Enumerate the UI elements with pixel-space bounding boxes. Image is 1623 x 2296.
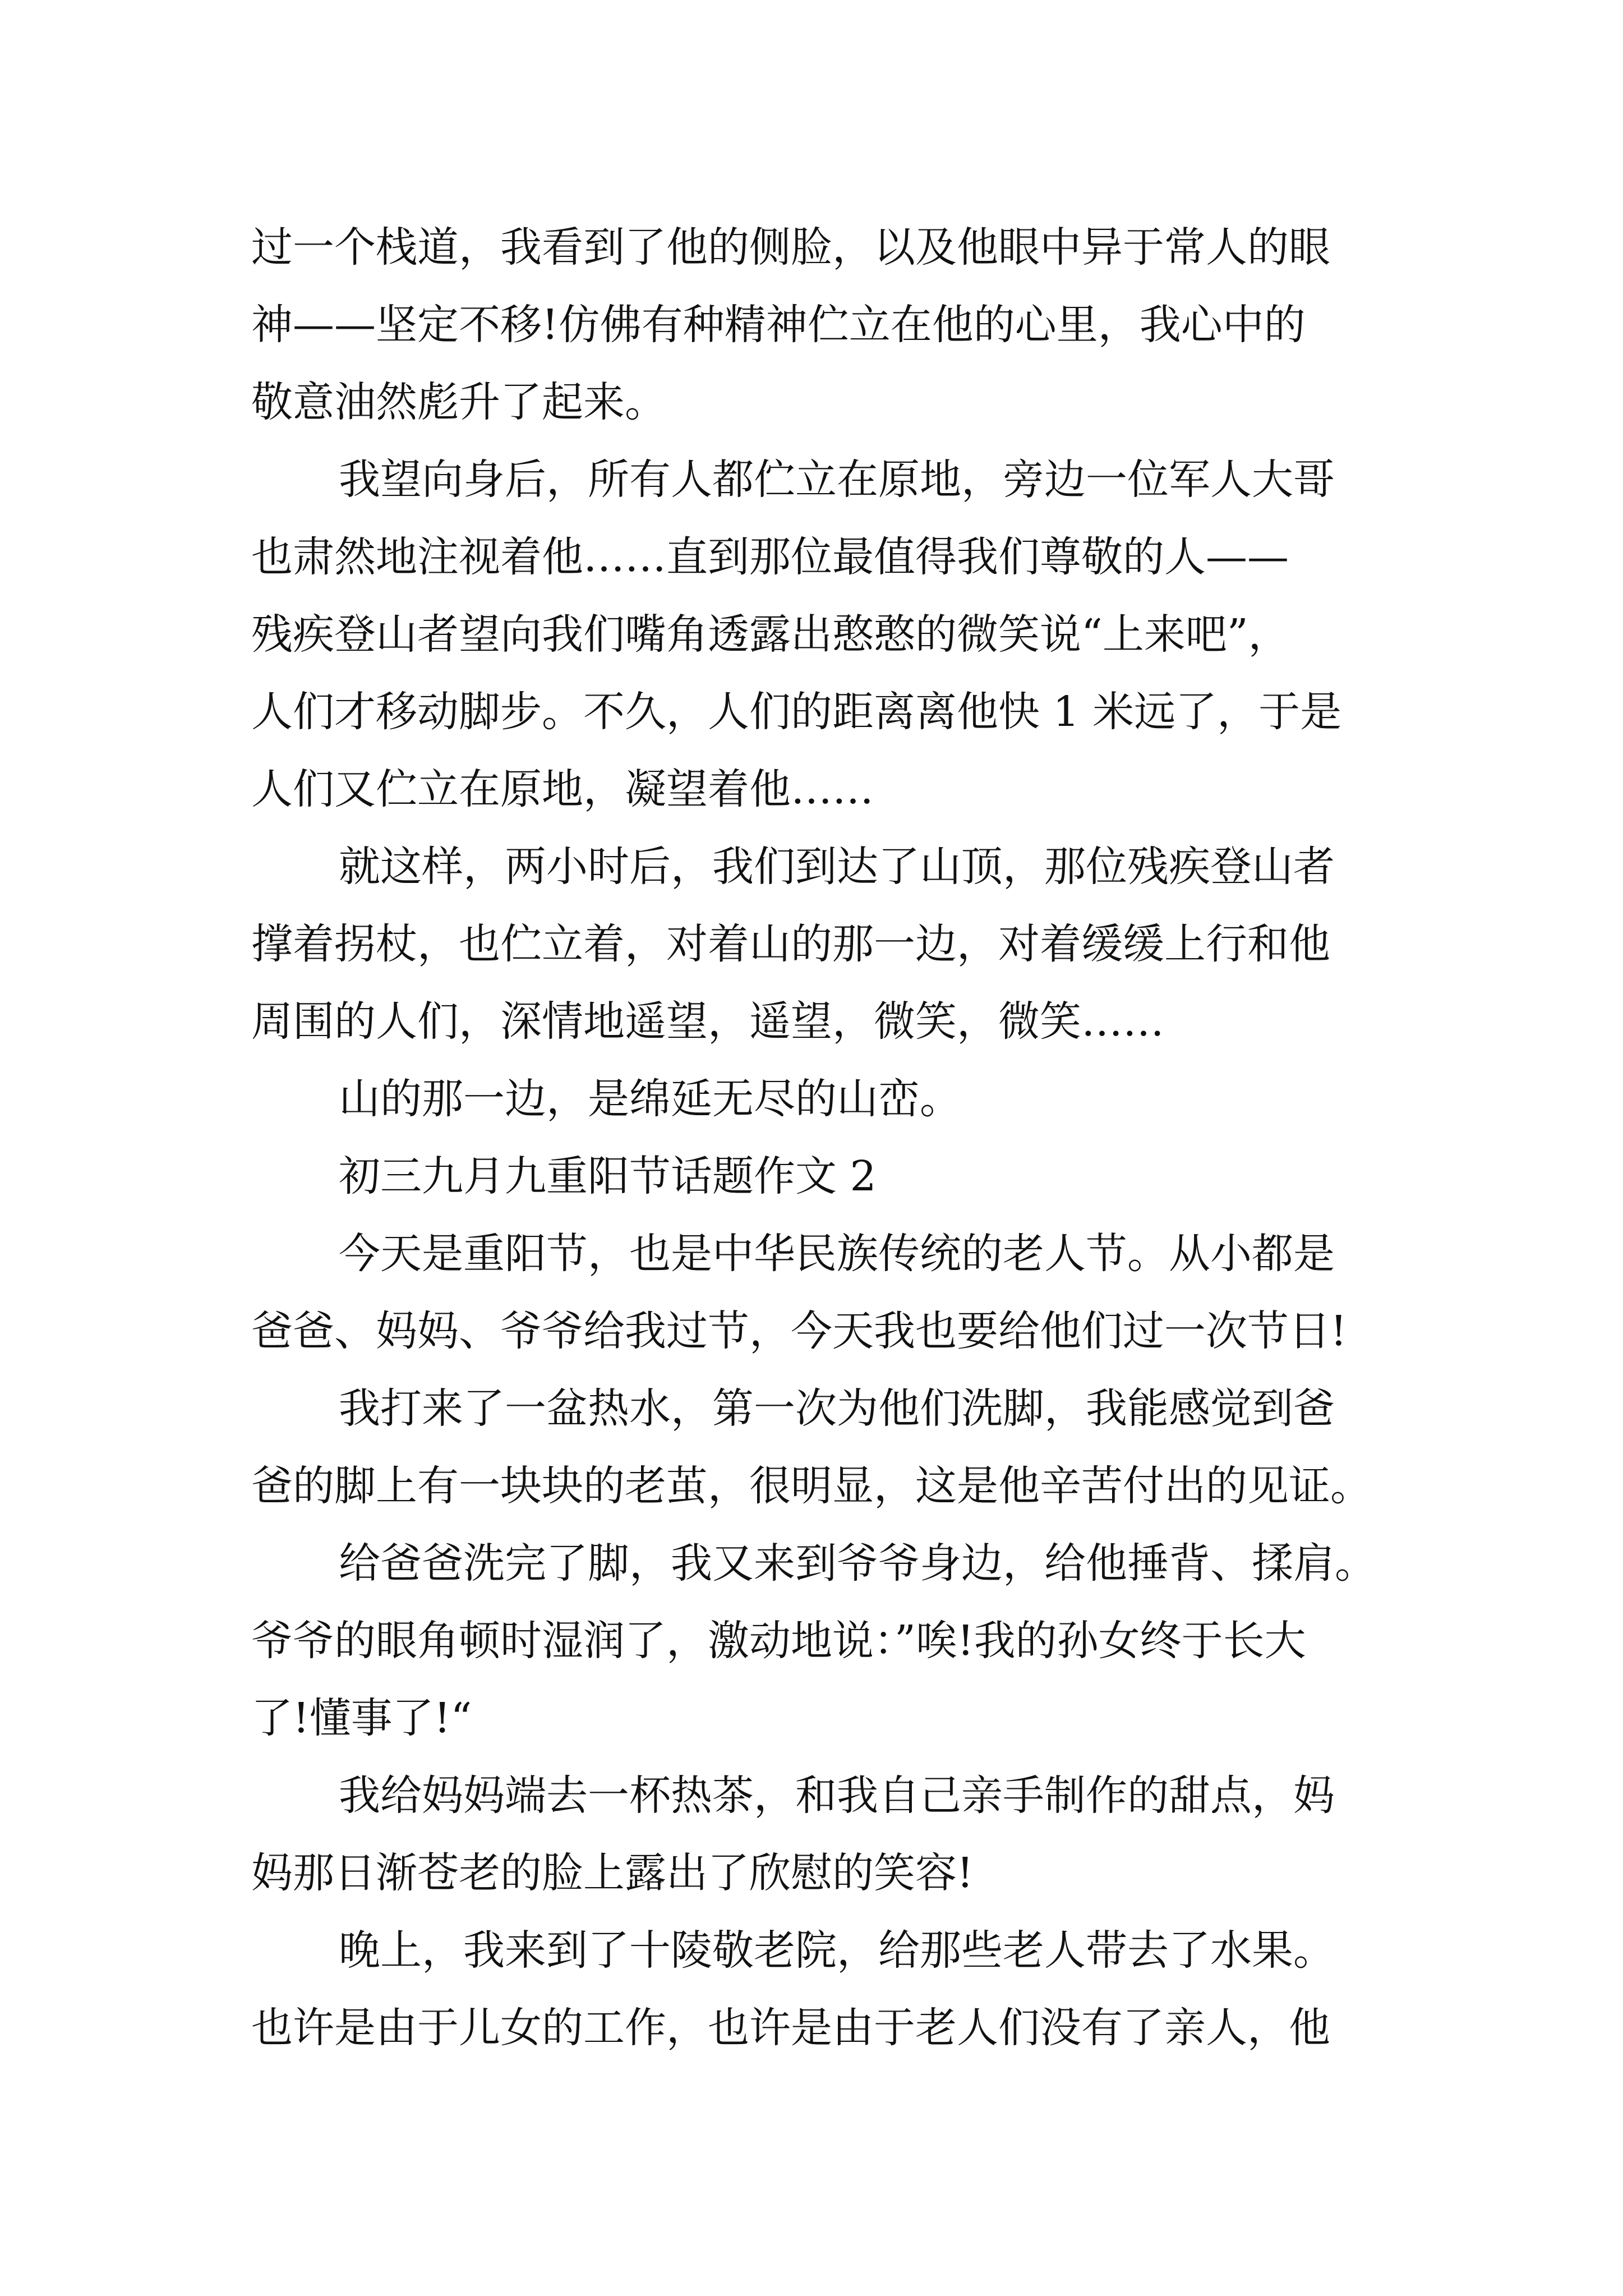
text-line: 就这样，两小时后，我们到达了山顶，那位残疾登山者 (339, 843, 1335, 891)
text-line: 神——坚定不移!仿佛有种精神伫立在他的心里，我心中的 (251, 301, 1306, 349)
text-line: 也许是由于儿女的工作，也许是由于老人们没有了亲人，他 (251, 2004, 1330, 2052)
text-line: 周围的人们，深情地遥望，遥望，微笑，微笑…… (251, 997, 1164, 1046)
text-line: 我给妈妈端去一杯热茶，和我自己亲手制作的甜点，妈 (339, 1772, 1335, 1820)
text-line: 过一个栈道，我看到了他的侧脸，以及他眼中异于常人的眼 (251, 223, 1330, 272)
text-line: 山的那一边，是绵延无尽的山峦。 (339, 1075, 961, 1123)
text-line: 撑着拐杖，也伫立着，对着山的那一边，对着缓缓上行和他 (251, 920, 1330, 968)
text-line: 人们又伫立在原地，凝望着他…… (251, 765, 874, 813)
essay-text (251, 209, 1429, 2067)
text-line: 今天是重阳节，也是中华民族传统的老人节。从小都是 (339, 1230, 1335, 1278)
text-line: 爸爸、妈妈、爷爷给我过节，今天我也要给他们过一次节日! (251, 1307, 1347, 1355)
text-line: 我打来了一盆热水，第一次为他们洗脚，我能感觉到爸 (339, 1384, 1335, 1433)
text-line: 了!懂事了!“ (251, 1694, 472, 1742)
text-line: 爸的脚上有一块块的老茧，很明显，这是他辛苦付出的见证。 (251, 1462, 1372, 1510)
text-line: 妈那日渐苍老的脸上露出了欣慰的笑容! (251, 1849, 974, 1897)
text-line: 残疾登山者望向我们嘴角透露出憨憨的微笑说“上来吧”， (251, 610, 1290, 659)
text-line: 晚上，我来到了十陵敬老院，给那些老人带去了水果。 (339, 1926, 1335, 1975)
text-line: 给爸爸洗完了脚，我又来到爷爷身边，给他捶背、揉肩。 (339, 1539, 1376, 1588)
text-line: 敬意油然彪升了起来。 (251, 378, 666, 426)
text-line: 人们才移动脚步。不久，人们的距离离他快 1 米远了，于是 (251, 688, 1342, 736)
text-line: 我望向身后，所有人都伫立在原地，旁边一位军人大哥 (339, 455, 1335, 504)
section-heading: 初三九月九重阳节话题作文 2 (339, 1152, 877, 1200)
text-line: 也肃然地注视着他……直到那位最值得我们尊敬的人—— (251, 533, 1289, 581)
text-line: 爷爷的眼角顿时湿润了，激动地说：”唉!我的孙女终于长大 (251, 1617, 1306, 1665)
